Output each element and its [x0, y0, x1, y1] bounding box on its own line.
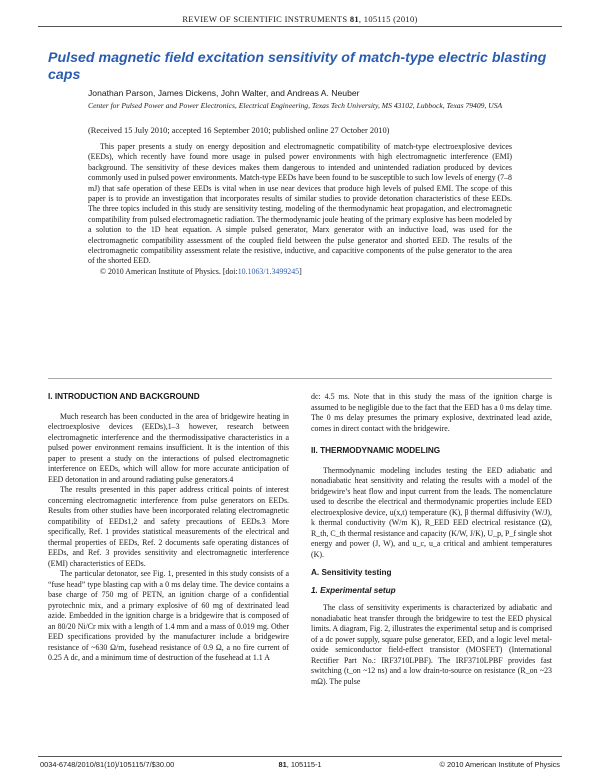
doi-link[interactable]: 10.1063/1.3499245: [237, 266, 300, 276]
header-divider: [38, 26, 562, 27]
footer-volume: 81: [278, 760, 287, 769]
journal-volume: 81: [349, 14, 359, 24]
footer-copyright: © 2010 American Institute of Physics: [439, 760, 560, 769]
abstract-text: This paper presents a study on energy deposition and electromagnetic compatibility of match-type electroexplosive devices (EEDs), which recently have found more usage in pulsed power environments with high electromagnetic interference (EMI) background. The sensitivity of these devices makes them dangerous to intended and unintended radiation produced by devices commonly used in pulsed power environments. Match-type EEDs have been found to be susceptible to such low levels of energy (7–8 mJ) that safe operation of these EEDs is vital when in use near devices that produce high levels of pulsed EMI. The scope of this paper is to provide an investigation that incorporates results of similar studies to provide detonation characteristics of these EEDs. The three topics included in this study are sensitivity testing, modeling of the thermodynamic heat propagation, and electromagnetic compatibility from pulsed electromagnetic radiation. The thermodynamic joule heating of the primary explosive has been modeled by a solution to the 1D heat equation. A simple pulsed generator, Marx generator with an inductive load, was used for the electromagnetic compatibility assessment of the coupled field between the pulse generator and shorted EED. The results of the electromagnetic compatibility assessment relate the resistive, inductive, and capacitive components of the pulse generator to the area of the shorted EED.: [88, 142, 512, 266]
intro-paragraph-1: Much research has been conducted in the area of bridgewire heating in electroexplosive devices (EEDs),1–3 however, research between electromagnetic interference and the thermodissipative characteristics in a pulsed power environment remains insufficient. It is the intention of this paper to present a study on the interactions of pulsed electromagnetic interference on EEDs, which will allow for more accurate anticipation of EED detonation in and around radiating pulse generators.4: [48, 411, 289, 484]
journal-issue: , 105115 (2010): [358, 14, 418, 24]
section-heading-intro: I. INTRODUCTION AND BACKGROUND: [48, 392, 200, 401]
journal-name: REVIEW OF SCIENTIFIC INSTRUMENTS: [182, 14, 348, 24]
author-list: Jonathan Parson, James Dickens, John Walter, and Andreas A. Neuber: [88, 88, 360, 98]
intro-paragraph-3: The particular detonator, see Fig. 1, presented in this study consists of a “fuse head” type blasting cap with a 0 ms delay time. The device contains a base charge of 750 mg of PETN, an ignition charge of a confidential pyrotechnic mix, and a primary explosive of 60 mg of dextrinated lead azide. Embedded in the ignition charge is a bridgewire that is composed of an 80/20 Ni/Cr mix with a length of 1.4 mm and a mass of 0.019 mg. Other EED specifications provided by the manufacturer include a bridgewire resistance of ~630 Ω/m, fusehead resistance of 0.9 Ω, a no fire current of 0.25 A dc, and a minimum time of destruction of the fusehead at 1.1 A: [48, 569, 289, 662]
abstract-copyright-line: [88, 267, 512, 277]
setup-paragraph: The class of sensitivity experiments is characterized by adiabatic and nonadiabatic heat transfer through the bridgewire to test the EED physical limits. A diagram, Fig. 2, illustrates the experimental setup and is comprised of a dc power supply, square pulse generator, EED, and a logic level metal-oxide semiconductor field-effect transistor (MOSFET) (International Rectifier Part No.: IRF3710LPBF). The IRF3710LPBF provides fast switching (t_on ~12 ns) and a low drain-to-source on resistance (R_on ~23 mΩ). The pulse: [311, 603, 552, 686]
doi-prefix: [doi:: [222, 266, 238, 276]
section-heading-thermo: II. THERMODYNAMIC MODELING: [311, 446, 441, 455]
intro-paragraph-2: The results presented in this paper address critical points of interest concerning electromagnetic interference from pulse generators on EEDs. Results from other studies have been incorporated relating electromagnetic compatibility of EEDs1,2 and safety precautions of EEDs.3 More specifically, Ref. 1 provides statistical measurements of the electrical and thermal properties of EEDs, Ref. 2 documents safe operating distances of EEDs, and Ref. 3 provides sensitivity and electromagnetic interference (EMI) characteristics of EEDs.: [48, 485, 289, 568]
doi-suffix: ]: [299, 266, 302, 276]
footer-issn: 0034-6748/2010/81(10)/105115/7/$30.00: [40, 760, 175, 769]
subsubsection-heading-setup: 1. Experimental setup: [311, 585, 396, 595]
intro-continuation: dc: 4.5 ms. Note that in this study the mass of the ignition charge is assumed to be negligible due to the fact that the EED has a 0 ms delay time. The 0 ms delay presumes the primary explosive, dextrinated lead azide, comes in direct contact with the bridgewire.: [311, 392, 552, 433]
footer-page-number: , 105115-1: [286, 760, 322, 769]
paper-title: Pulsed magnetic field excitation sensitivity of match-type electric blasting caps: [48, 50, 547, 83]
subsection-heading-sensitivity: A. Sensitivity testing: [311, 568, 392, 577]
thermo-paragraph-1: Thermodynamic modeling includes testing the EED adiabatic and nonadiabatic heat sensitivity and relating the results with a model of the bridgewire’s heat flow and input current from the leads. The nomenclature used to describe the electrical and thermodynamic properties include EED electroexplosive device, u(x,t) temperature (K), β thermal diffusivity (W/J), k thermal conductivity (W/m K), R_EED EED electrical resistance (Ω), R_th, C_th thermal resistance and capacity (K/W, J/K), U_p, P_f single shot energy and power (J, W), and u_c, u_a critical and ambient temperatures (K).: [311, 465, 552, 559]
abstract-divider: [48, 378, 552, 379]
left-column: [48, 392, 289, 664]
right-column: [311, 392, 552, 687]
received-dates: (Received 15 July 2010; accepted 16 September 2010; published online 27 October 2010): [88, 126, 390, 135]
affiliation: Center for Pulsed Power and Power Electronics, Electrical Engineering, Texas Tech University, MS 43102, Lubbock, Texas 79409, USA: [88, 101, 503, 110]
footer-divider: [38, 756, 562, 757]
copyright-notice: © 2010 American Institute of Physics.: [100, 266, 221, 276]
journal-header: [0, 14, 600, 24]
abstract: [88, 142, 512, 277]
